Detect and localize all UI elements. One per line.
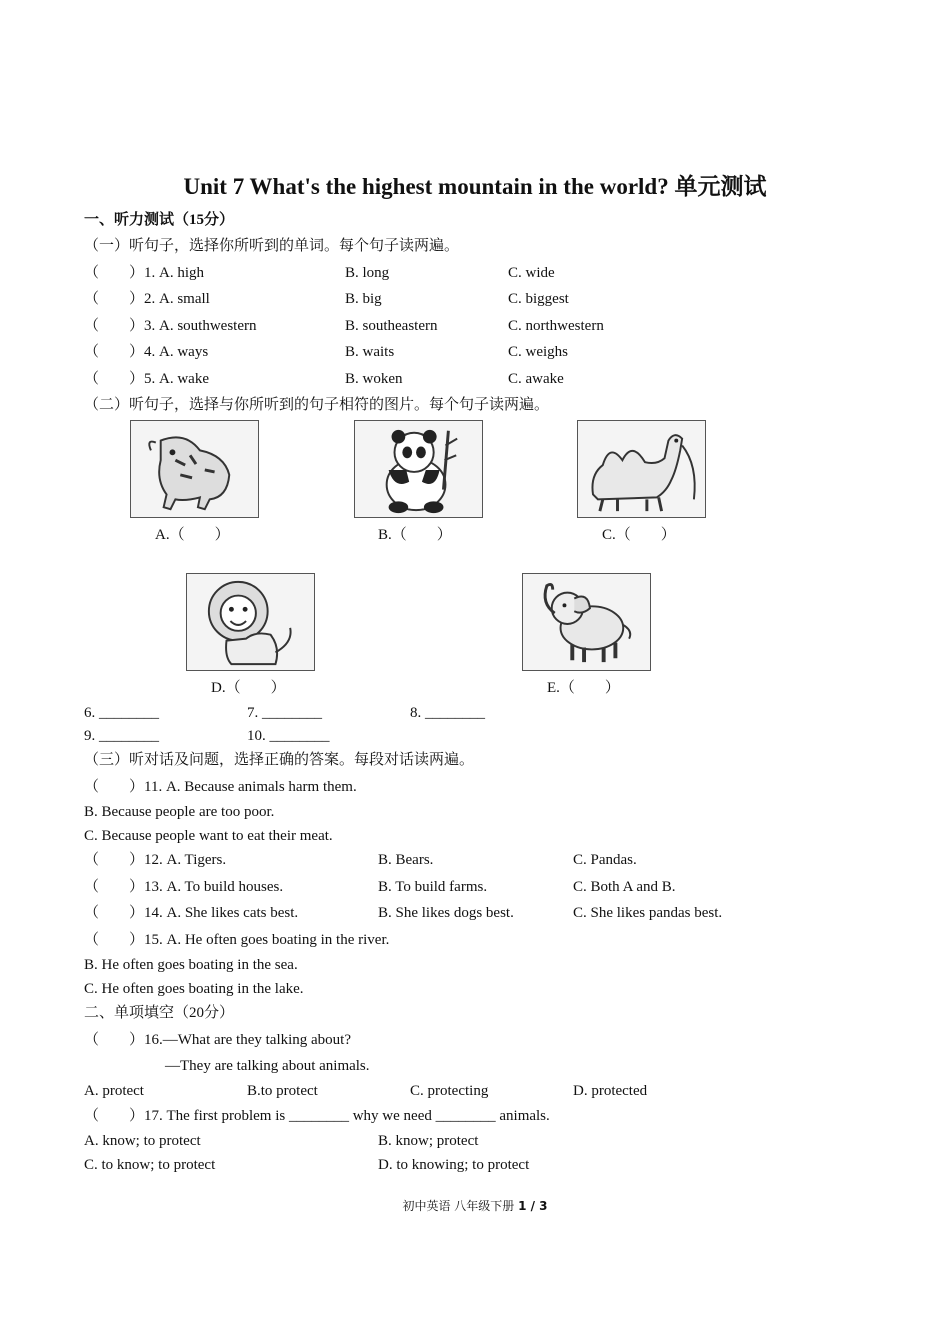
picture-label-b: B.（ ） — [378, 527, 452, 543]
part3-instruction: （三）听对话及问题，选择正确的答案。每段对话读两遍。 — [84, 752, 475, 768]
option-16a: A. protect — [84, 1083, 144, 1099]
question-13: （ ）13. A. To build houses. — [84, 879, 284, 895]
picture-label-d: D.（ ） — [211, 680, 286, 696]
question-15: （ ）15. A. He often goes boating in the river. — [84, 932, 390, 948]
option-11c: C. Because people want to eat their meat. — [84, 828, 333, 844]
option-13b: B. To build farms. — [378, 879, 488, 895]
question-4: （ ）4. A. ways — [84, 344, 209, 360]
picture-label-e: E.（ ） — [547, 680, 620, 696]
option-5b: B. woken — [345, 371, 403, 387]
option-5c: C. awake — [508, 371, 564, 387]
option-15b: B. He often goes boating in the sea. — [84, 957, 298, 973]
option-17d: D. to knowing; to protect — [378, 1157, 530, 1173]
blank-10: 10. ________ — [247, 728, 330, 744]
option-11b: B. Because people are too poor. — [84, 804, 275, 820]
section1-heading: 一、听力测试（15分） — [84, 212, 235, 228]
question-12: （ ）12. A. Tigers. — [84, 852, 227, 868]
option-1c: C. wide — [508, 265, 555, 281]
option-2c: C. biggest — [508, 291, 569, 307]
blank-6: 6. ________ — [84, 705, 159, 721]
blank-8: 8. ________ — [410, 705, 485, 721]
camel-icon — [577, 420, 706, 518]
panda-icon — [354, 420, 483, 518]
page-title: Unit 7 What's the highest mountain in the world? 单元测试 — [183, 174, 767, 199]
option-17b: B. know; protect — [378, 1133, 479, 1149]
picture-label-c: C.（ ） — [602, 527, 676, 543]
question-11: （ ）11. A. Because animals harm them. — [84, 779, 357, 795]
question-2: （ ）2. A. small — [84, 291, 210, 307]
option-2b: B. big — [345, 291, 382, 307]
option-3c: C. northwestern — [508, 318, 604, 334]
option-14c: C. She likes pandas best. — [573, 905, 723, 921]
option-16d: D. protected — [573, 1083, 648, 1099]
option-17c: C. to know; to protect — [84, 1157, 216, 1173]
elephant-icon — [522, 573, 651, 671]
option-16c: C. protecting — [410, 1083, 489, 1099]
lion-icon — [186, 573, 315, 671]
question-16: （ ）16.—What are they talking about? — [84, 1032, 352, 1048]
option-12c: C. Pandas. — [573, 852, 637, 868]
tiger-icon — [130, 420, 259, 518]
option-17a: A. know; to protect — [84, 1133, 201, 1149]
question-16-answer: —They are talking about animals. — [165, 1058, 370, 1074]
blank-9: 9. ________ — [84, 728, 159, 744]
option-3b: B. southeastern — [345, 318, 438, 334]
page-footer — [0, 1197, 950, 1214]
option-4b: B. waits — [345, 344, 395, 360]
option-13c: C. Both A and B. — [573, 879, 676, 895]
option-4c: C. weighs — [508, 344, 568, 360]
question-14: （ ）14. A. She likes cats best. — [84, 905, 299, 921]
question-5: （ ）5. A. wake — [84, 371, 209, 387]
page-number: 1 / 3 — [518, 1199, 548, 1213]
blank-7: 7. ________ — [247, 705, 322, 721]
question-1: （ ）1. A. high — [84, 265, 205, 281]
picture-label-a: A.（ ） — [155, 527, 230, 543]
part1-instruction: （一）听句子，选择你所听到的单词。每个句子读两遍。 — [84, 238, 460, 254]
option-12b: B. Bears. — [378, 852, 434, 868]
option-14b: B. She likes dogs best. — [378, 905, 514, 921]
section2-heading: 二、单项填空（20分） — [84, 1005, 235, 1021]
option-15c: C. He often goes boating in the lake. — [84, 981, 304, 997]
option-16b: B.to protect — [247, 1083, 318, 1099]
question-3: （ ）3. A. southwestern — [84, 318, 257, 334]
question-17: （ ）17. The first problem is ________ why we need ________ animals. — [84, 1108, 550, 1124]
option-1b: B. long — [345, 265, 390, 281]
part2-instruction: （二）听句子，选择与你所听到的句子相符的图片。每个句子读两遍。 — [84, 397, 550, 413]
footer-text: 初中英语 八年级下册 — [402, 1199, 519, 1213]
